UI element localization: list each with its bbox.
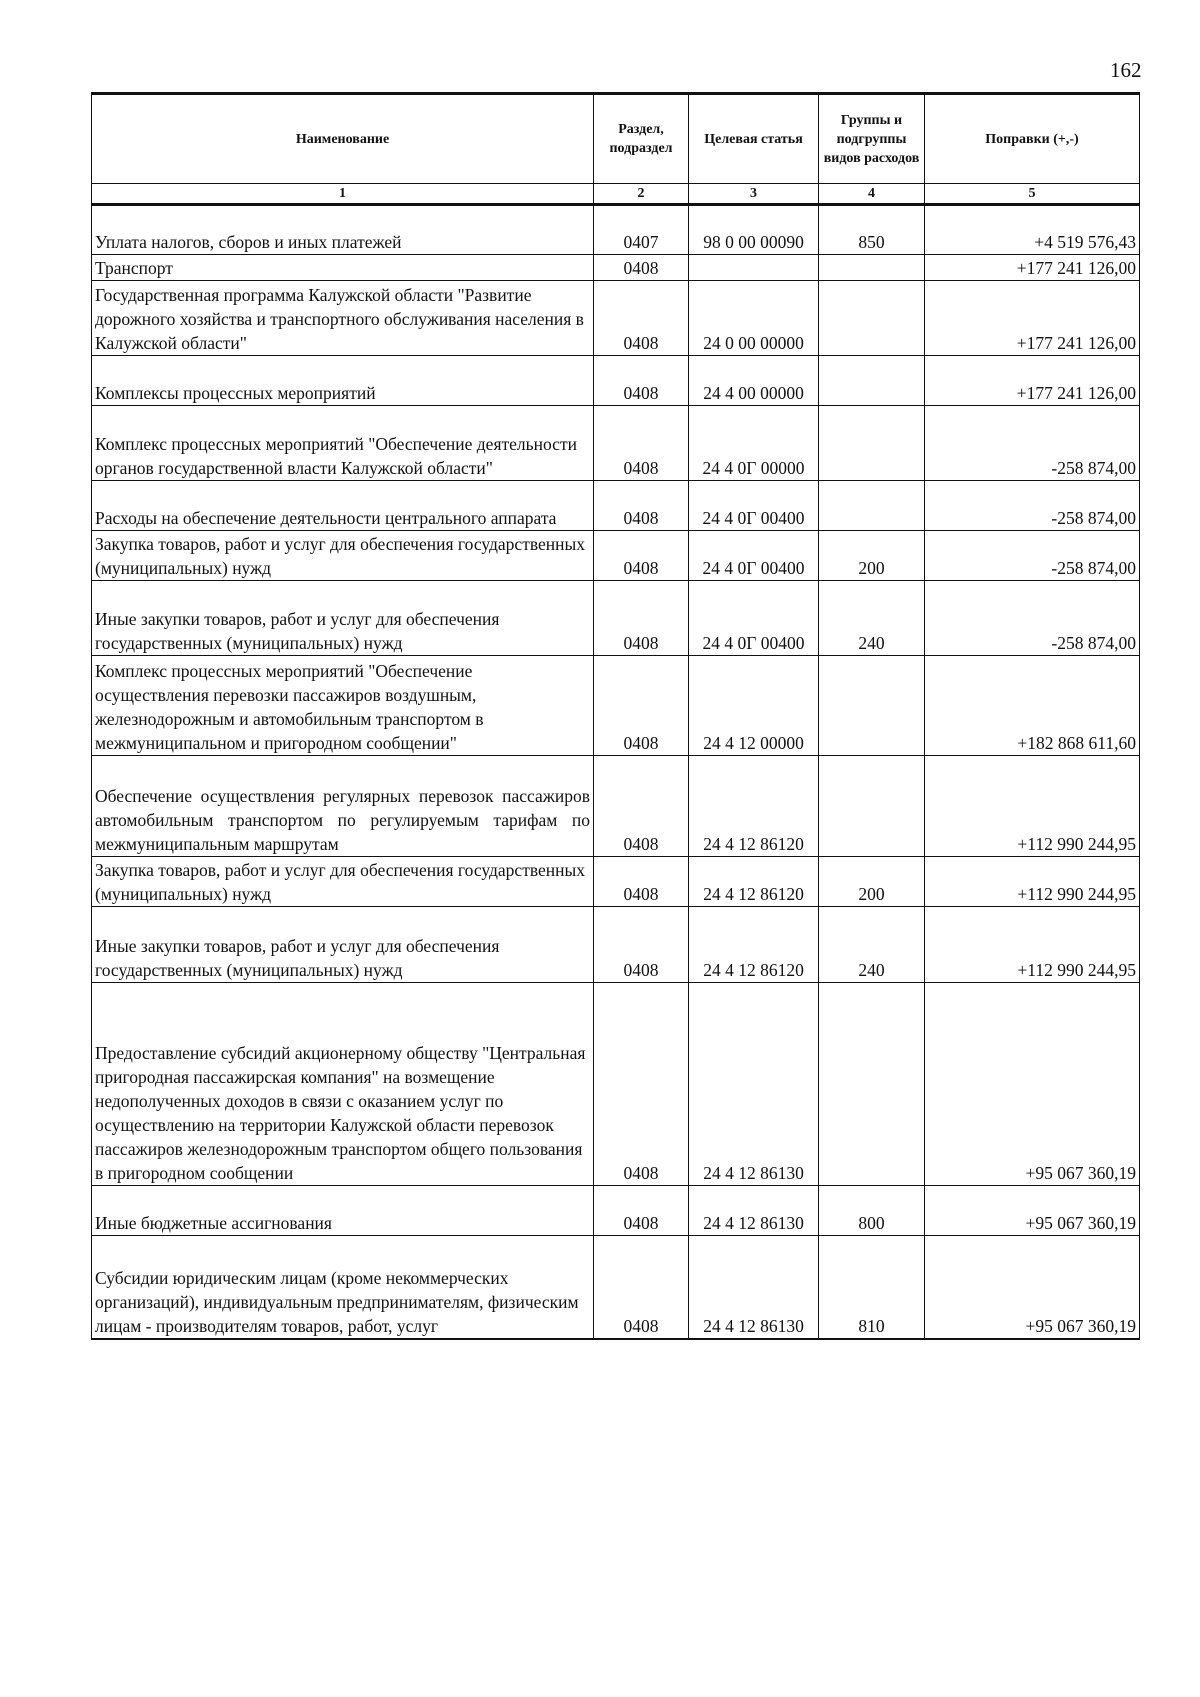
row-amount: -258 874,00	[925, 531, 1140, 581]
row-section: 0408	[594, 907, 689, 983]
header-group: Группы и подгруппы видов расходов	[819, 94, 925, 184]
table-header-row	[92, 94, 1140, 184]
row-name: Обеспечение осуществления регулярных перевозок пассажиров автомобильным транспортом по регулируемым тарифам по межмуниципальным маршрутам	[92, 756, 594, 857]
row-group: 200	[819, 531, 925, 581]
row-amount: -258 874,00	[925, 406, 1140, 481]
row-group	[819, 983, 925, 1186]
table-row	[92, 907, 1140, 983]
row-target: 24 4 12 86120	[689, 756, 819, 857]
row-group: 810	[819, 1236, 925, 1339]
row-group	[819, 406, 925, 481]
row-amount: +112 990 244,95	[925, 857, 1140, 907]
row-section: 0408	[594, 531, 689, 581]
row-group: 850	[819, 205, 925, 255]
row-amount: +95 067 360,19	[925, 983, 1140, 1186]
row-target: 24 4 0Г 00000	[689, 406, 819, 481]
row-target: 24 4 12 86130	[689, 983, 819, 1186]
header-section: Раздел, подраздел	[594, 94, 689, 184]
row-name: Закупка товаров, работ и услуг для обеспечения государственных (муниципальных) нужд	[92, 531, 594, 581]
row-section: 0408	[594, 656, 689, 756]
column-number-2: 2	[594, 184, 689, 205]
row-amount: +177 241 126,00	[925, 255, 1140, 281]
row-target: 98 0 00 00090	[689, 205, 819, 255]
column-number-1: 1	[92, 184, 594, 205]
row-amount: -258 874,00	[925, 581, 1140, 656]
table-row	[92, 531, 1140, 581]
row-group	[819, 281, 925, 356]
table-row	[92, 481, 1140, 531]
row-target: 24 4 12 86130	[689, 1186, 819, 1236]
table-row	[92, 356, 1140, 406]
row-target: 24 4 0Г 00400	[689, 481, 819, 531]
row-group	[819, 255, 925, 281]
row-amount: +112 990 244,95	[925, 756, 1140, 857]
row-name: Субсидии юридическим лицам (кроме некоммерческих организаций), индивидуальным предпринимателям, физическим лицам - производителям товаров, работ, услуг	[92, 1236, 594, 1339]
row-target: 24 4 12 86120	[689, 857, 819, 907]
row-target: 24 4 0Г 00400	[689, 581, 819, 656]
column-numbers-row	[92, 184, 1140, 205]
column-number-4: 4	[819, 184, 925, 205]
row-name: Государственная программа Калужской области "Развитие дорожного хозяйства и транспортного обслуживания населения в Калужской области"	[92, 281, 594, 356]
row-section: 0408	[594, 1236, 689, 1339]
row-target: 24 0 00 00000	[689, 281, 819, 356]
row-section: 0408	[594, 356, 689, 406]
table-row	[92, 1236, 1140, 1339]
row-section: 0408	[594, 756, 689, 857]
row-amount: +4 519 576,43	[925, 205, 1140, 255]
row-section: 0408	[594, 857, 689, 907]
budget-amendments-table	[91, 92, 1140, 1340]
row-amount: +182 868 611,60	[925, 656, 1140, 756]
row-group: 240	[819, 907, 925, 983]
table-row	[92, 756, 1140, 857]
row-name: Расходы на обеспечение деятельности центрального аппарата	[92, 481, 594, 531]
column-number-5: 5	[925, 184, 1140, 205]
row-target: 24 4 12 00000	[689, 656, 819, 756]
header-target: Целевая статья	[689, 94, 819, 184]
row-amount: +177 241 126,00	[925, 281, 1140, 356]
row-section: 0408	[594, 581, 689, 656]
row-name: Комплексы процессных мероприятий	[92, 356, 594, 406]
row-amount: +95 067 360,19	[925, 1236, 1140, 1339]
row-amount: +112 990 244,95	[925, 907, 1140, 983]
table-row	[92, 205, 1140, 255]
row-section: 0408	[594, 983, 689, 1186]
row-target: 24 4 12 86120	[689, 907, 819, 983]
table-row	[92, 857, 1140, 907]
table-row	[92, 255, 1140, 281]
row-name: Уплата налогов, сборов и иных платежей	[92, 205, 594, 255]
row-group	[819, 756, 925, 857]
row-group: 800	[819, 1186, 925, 1236]
column-number-3: 3	[689, 184, 819, 205]
row-group: 200	[819, 857, 925, 907]
row-group	[819, 481, 925, 531]
table-row	[92, 581, 1140, 656]
row-name: Иные закупки товаров, работ и услуг для обеспечения государственных (муниципальных) нужд	[92, 581, 594, 656]
table-row	[92, 1186, 1140, 1236]
row-name: Транспорт	[92, 255, 594, 281]
table-row	[92, 656, 1140, 756]
row-amount: +177 241 126,00	[925, 356, 1140, 406]
row-section: 0407	[594, 205, 689, 255]
row-target: 24 4 00 00000	[689, 356, 819, 406]
row-name: Иные закупки товаров, работ и услуг для обеспечения государственных (муниципальных) нужд	[92, 907, 594, 983]
row-group	[819, 656, 925, 756]
row-section: 0408	[594, 1186, 689, 1236]
row-amount: -258 874,00	[925, 481, 1140, 531]
table-row	[92, 983, 1140, 1186]
row-name: Комплекс процессных мероприятий "Обеспечение осуществления перевозки пассажиров воздушным, железнодорожным и автомобильным транспортом в межмуниципальном и пригородном сообщении"	[92, 656, 594, 756]
page-number: 162	[1110, 58, 1142, 82]
row-group: 240	[819, 581, 925, 656]
row-section: 0408	[594, 281, 689, 356]
row-target: 24 4 12 86130	[689, 1236, 819, 1339]
row-target	[689, 255, 819, 281]
row-target: 24 4 0Г 00400	[689, 531, 819, 581]
row-name: Предоставление субсидий акционерному обществу "Центральная пригородная пассажирская компания" на возмещение недополученных доходов в связи с оказанием услуг по осуществлению на территории Калужской области перевозок пассажиров железнодорожным транспортом общего пользования в пригородном сообщении	[92, 983, 594, 1186]
row-name: Закупка товаров, работ и услуг для обеспечения государственных (муниципальных) нужд	[92, 857, 594, 907]
table-row	[92, 406, 1140, 481]
row-section: 0408	[594, 481, 689, 531]
header-amount: Поправки (+,-)	[925, 94, 1140, 184]
row-section: 0408	[594, 406, 689, 481]
row-name: Комплекс процессных мероприятий "Обеспечение деятельности органов государственной власти Калужской области"	[92, 406, 594, 481]
row-amount: +95 067 360,19	[925, 1186, 1140, 1236]
row-name: Иные бюджетные ассигнования	[92, 1186, 594, 1236]
row-section: 0408	[594, 255, 689, 281]
table-row	[92, 281, 1140, 356]
row-group	[819, 356, 925, 406]
header-name: Наименование	[92, 94, 594, 184]
